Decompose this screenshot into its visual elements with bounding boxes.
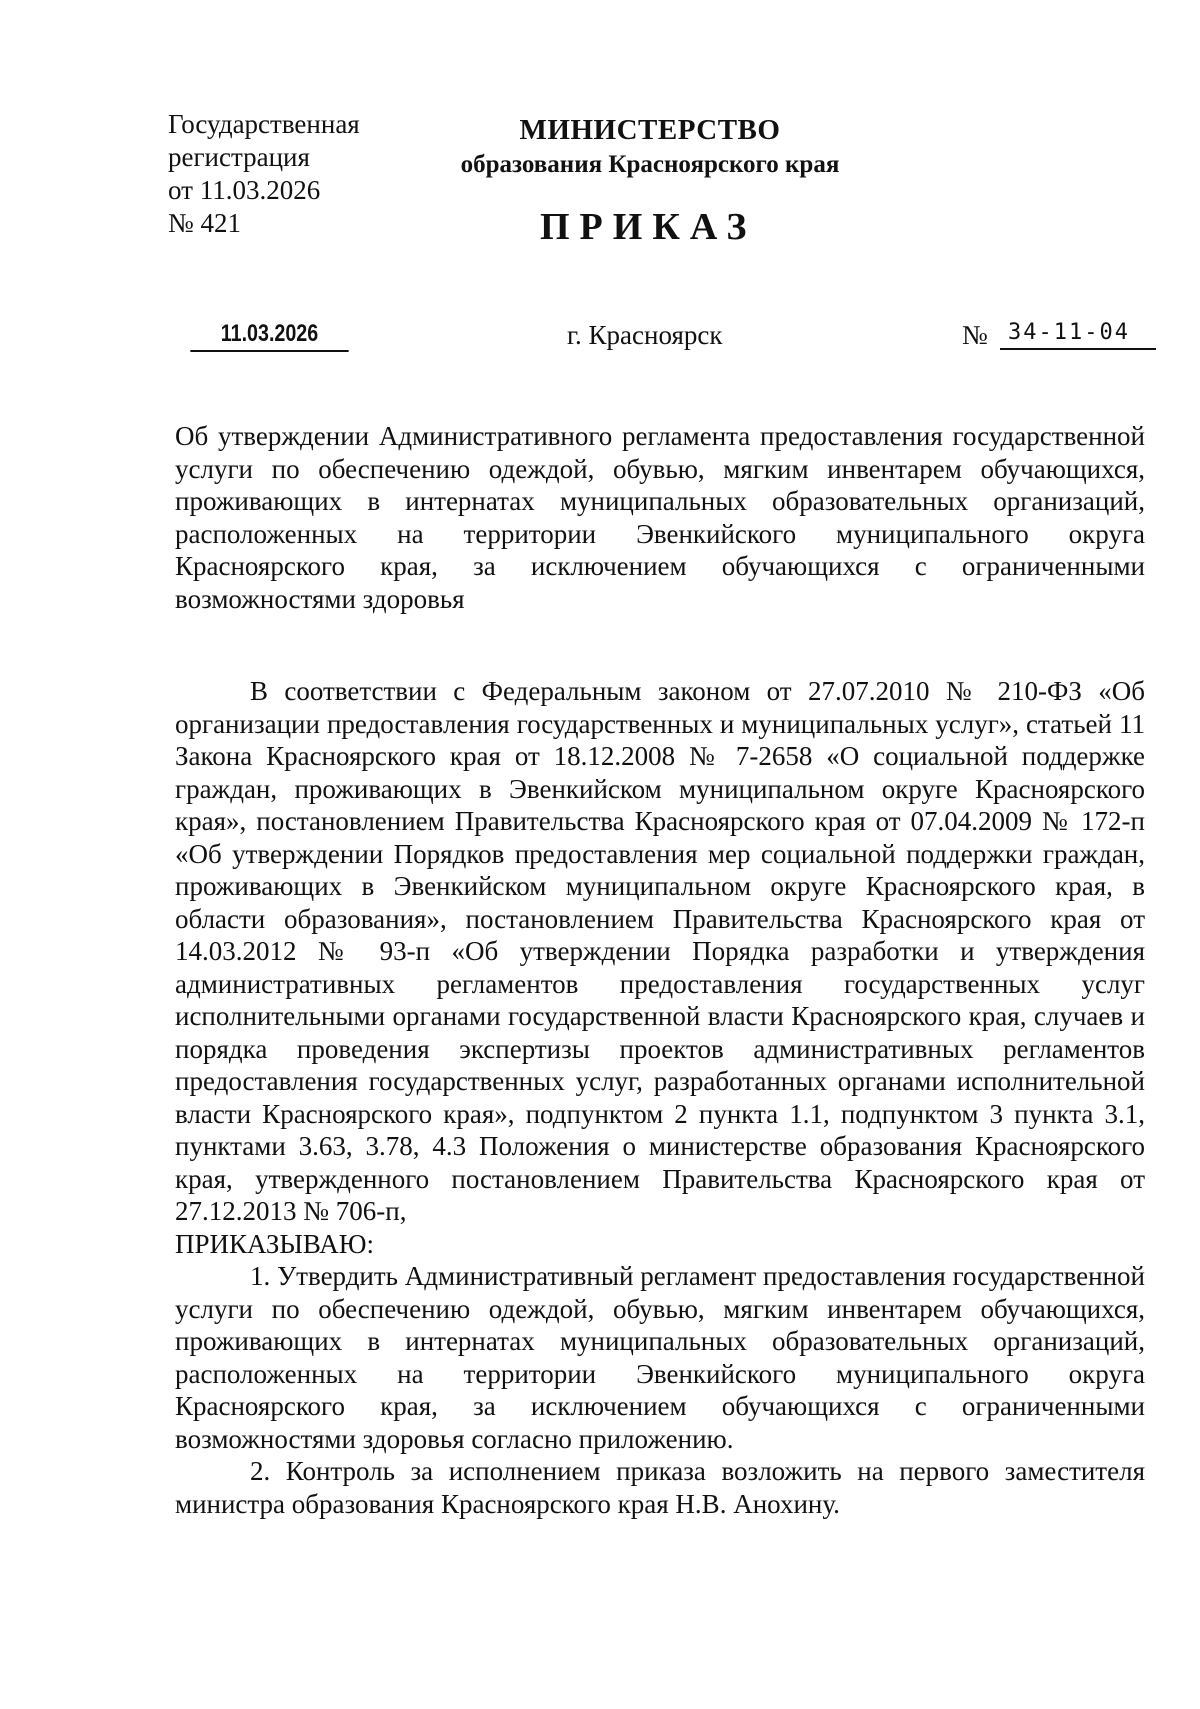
order-date: 11.03.2026 <box>190 318 348 352</box>
order-word: ПРИКАЗЫВАЮ: <box>175 1228 374 1259</box>
order-number: 34-11-04 <box>1000 318 1156 350</box>
order-item-1: 1. Утвердить Административный регламент предоставления государственной услуги по обеспечению одеждой, обувью, мягким инвентарем обучающихся, проживающих в интернатах муниципальных образовательных организаций, расположенных на территории Эвенкийского муниципального округа Красноярского края, за исключением обучающихся с ограниченными возможностями здоровья согласно приложению. <box>175 1261 1145 1454</box>
registration-date: от 11.03.2026 <box>168 175 321 205</box>
order-meta-row <box>0 318 1200 358</box>
registration-stamp <box>168 108 360 240</box>
order-city: г. Красноярск <box>567 320 723 350</box>
preamble-paragraph: В соответствии с Федеральным законом от 27.07.2010 № 210-ФЗ «Об организации предоставления государственных и муниципальных услуг», статьей 11 Закона Красноярского края от 18.12.2008 № 7-2658 «О социальной поддержке граждан, проживающих в Эвенкийском муниципальном округе Красноярского края», постановлением Правительства Красноярского края от 07.04.2009 № 172-п «Об утверждении Порядков предоставления мер социальной поддержки граждан, проживающих в Эвенкийском муниципальном округе Красноярского края, в области образования», постановлением Правительства Красноярского края от 14.03.2012 № 93-п «Об утверждении Порядка разработки и утверждения административных регламентов предоставления государственных услуг исполнительными органами государственной власти Красноярского края, случаев и порядка проведения экспертизы проектов административных регламентов предоставления государственных услуг, разработанных органами исполнительной власти Красноярского края», подпунктом 2 пункта 1.1, подпунктом 3 пункта 3.1, пунктами 3.63, 3.78, 4.3 Положения о министерстве образования Красноярского края, утвержденного постановлением Правительства Красноярского края от 27.12.2013 № 706-п, <box>175 676 1145 1226</box>
ministry-subtitle: образования Красноярского края <box>460 151 840 178</box>
registration-number: № 421 <box>168 208 242 238</box>
order-item-2: 2. Контроль за исполнением приказа возложить на первого заместителя министра образования Красноярского края Н.В. Анохину. <box>175 1456 1145 1519</box>
ministry-name: МИНИСТЕРСТВО <box>519 114 781 146</box>
order-subject: Об утверждении Административного регламента предоставления государственной услуги по обеспечению одеждой, обувью, мягким инвентарем обучающихся, проживающих в интернатах муниципальных образовательных организаций, расположенных на территории Эвенкийского муниципального округа Красноярского края, за исключением обучающихся с ограниченными возможностями здоровья <box>175 421 1145 614</box>
order-number-label: № <box>962 320 988 350</box>
order-body <box>175 675 1145 1520</box>
registration-line-2: регистрация <box>168 142 310 172</box>
ministry-header <box>420 112 880 182</box>
order-title: ПРИКАЗ <box>540 206 757 248</box>
registration-line-1: Государственная <box>168 109 360 139</box>
